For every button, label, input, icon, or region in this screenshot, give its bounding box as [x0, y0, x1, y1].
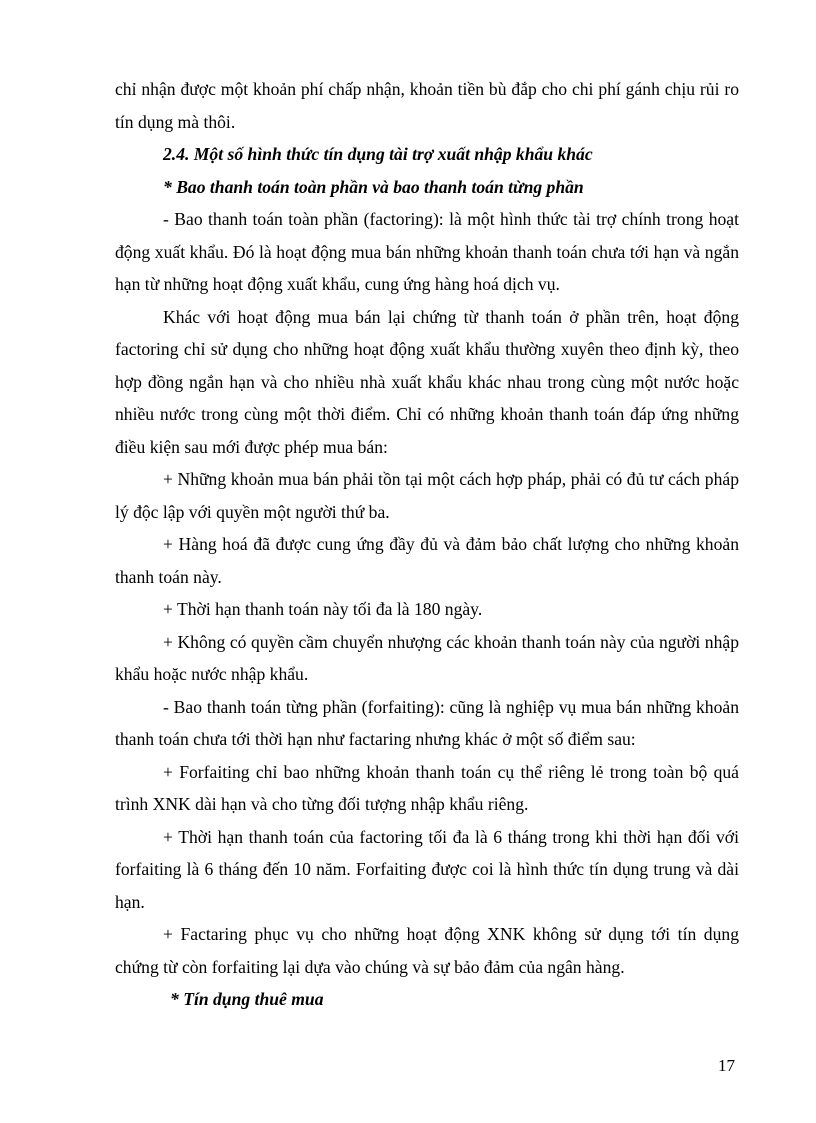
paragraph-factoring-definition: - Bao thanh toán toàn phần (factoring): là một hình thức tài trợ chính trong hoạt động xuất khẩu. Đó là hoạt động mua bán những khoản thanh toán chưa tới hạn và ngắn hạn từ những hoạt động xuất khẩu, cung ứng hàng hoá dịch vụ. [115, 209, 739, 294]
paragraph-factoring-comparison: Khác với hoạt động mua bán lại chứng từ thanh toán ở phần trên, hoạt động factoring chỉ sử dụng cho những hoạt động xuất khẩu thường xuyên theo định kỳ, theo hợp đồng ngắn hạn và cho nhiều nhà xuất khẩu khác nhau trong cùng một nước hoặc nhiều nước trong cùng một thời điểm. Chỉ có những khoản thanh toán đáp ứng những điều kiện sau mới được phép mua bán: [115, 306, 739, 457]
list-item-condition-4: + Không có quyền cầm chuyển nhượng các khoản thanh toán này của người nhập khẩu hoặc nước nhập khẩu. [115, 631, 739, 684]
list-item-difference-3: + Factaring phục vụ cho những hoạt động XNK không sử dụng tới tín dụng chứng từ còn forfaiting lại dựa vào chúng và sự bảo đảm của ngân hàng. [115, 924, 739, 977]
list-item-difference-2: + Thời hạn thanh toán của factoring tối đa là 6 tháng trong khi thời hạn đối với forfaiting là 6 tháng đến 10 năm. Forfaiting được coi là hình thức tín dụng trung và dài hạn. [115, 826, 739, 912]
page-body [115, 73, 739, 1016]
paragraph-continuation: chỉ nhận được một khoản phí chấp nhận, khoản tiền bù đắp cho chi phí gánh chịu rủi ro tín dụng mà thôi. [115, 79, 739, 132]
list-item-condition-2: + Hàng hoá đã được cung ứng đầy đủ và đảm bảo chất lượng cho những khoản thanh toán này. [115, 534, 739, 587]
subsection-heading-factoring: * Bao thanh toán toàn phần và bao thanh toán từng phần [163, 176, 584, 197]
section-heading: 2.4. Một số hình thức tín dụng tài trợ xuất nhập khẩu khác [163, 144, 593, 164]
list-item-condition-1: + Những khoản mua bán phải tồn tại một cách hợp pháp, phải có đủ tư cách pháp lý độc lập với quyền một người thứ ba. [115, 469, 739, 522]
list-item-condition-3: + Thời hạn thanh toán này tối đa là 180 ngày. [163, 599, 483, 619]
page-number: 17 [718, 1056, 735, 1075]
subsection-heading-leasing: * Tín dụng thuê mua [170, 989, 324, 1009]
list-item-difference-1: + Forfaiting chỉ bao những khoản thanh toán cụ thể riêng lẻ trong toàn bộ quá trình XNK dài hạn và cho từng đối tượng nhập khẩu riêng. [115, 761, 739, 814]
paragraph-forfaiting-definition: - Bao thanh toán từng phần (forfaiting): cũng là nghiệp vụ mua bán những khoản thanh toán chưa tới thời hạn như factaring nhưng khác ở một số điểm sau: [115, 696, 739, 749]
